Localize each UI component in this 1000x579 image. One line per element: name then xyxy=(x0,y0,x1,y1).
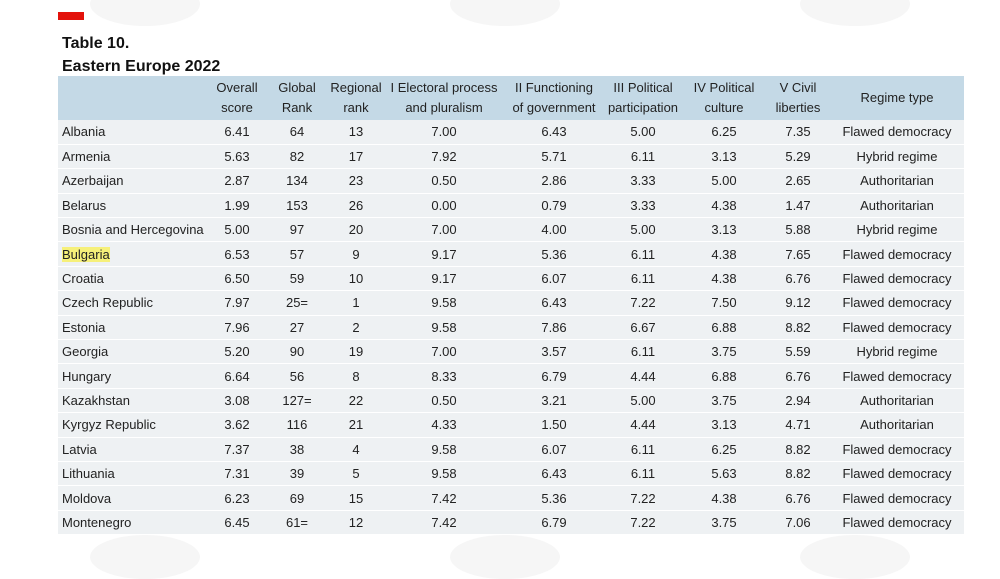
score-cell: 1.47 xyxy=(785,197,811,213)
country-name: Georgia xyxy=(62,344,109,360)
country-cell xyxy=(58,461,208,485)
country-cell xyxy=(58,340,208,364)
column-header xyxy=(830,76,964,120)
score-cell: 3.62 xyxy=(224,417,250,433)
table-header-row xyxy=(58,76,964,120)
score-cell: 39 xyxy=(289,466,305,482)
country-cell xyxy=(58,291,208,315)
score-cell: 5.59 xyxy=(785,344,811,360)
country-name: Albania xyxy=(62,124,106,140)
regime-type-cell: Hybrid regime xyxy=(856,222,938,238)
table-body xyxy=(58,120,964,535)
score-cell: 7.50 xyxy=(711,295,737,311)
regime-type-cell: Flawed democracy xyxy=(842,246,952,262)
score-cell: 5.36 xyxy=(541,246,567,262)
regime-type-cell: Flawed democracy xyxy=(842,466,952,482)
regime-type-cell: Authoritarian xyxy=(860,417,934,433)
table-row xyxy=(58,120,964,144)
score-cell: 21 xyxy=(348,417,364,433)
score-cell: 7.00 xyxy=(431,124,457,140)
score-cell: 10 xyxy=(348,271,364,287)
score-cell: 7.00 xyxy=(431,222,457,238)
watermark-logo xyxy=(800,535,910,579)
country-name: Belarus xyxy=(62,197,107,213)
watermark-logo xyxy=(450,0,560,26)
score-cell: 6.88 xyxy=(711,368,737,384)
score-cell: 0.00 xyxy=(431,197,457,213)
score-cell: 8 xyxy=(352,368,360,384)
score-cell: 3.13 xyxy=(711,149,737,165)
score-cell: 7.22 xyxy=(630,490,656,506)
regime-type-cell: Hybrid regime xyxy=(856,149,938,165)
table-row xyxy=(58,340,964,364)
score-cell: 2.86 xyxy=(541,173,567,189)
score-cell: 4.38 xyxy=(711,246,737,262)
score-cell: 3.21 xyxy=(541,392,567,408)
table-number: Table 10. xyxy=(62,35,130,52)
country-name: Estonia xyxy=(62,319,106,335)
score-cell: 2.87 xyxy=(224,173,250,189)
score-cell: 7.96 xyxy=(224,319,250,335)
score-cell: 153 xyxy=(286,197,308,213)
score-cell: 9.17 xyxy=(431,246,457,262)
column-header xyxy=(208,76,266,120)
score-cell: 8.82 xyxy=(785,441,811,457)
score-cell: 4 xyxy=(352,441,360,457)
regime-type-cell: Flawed democracy xyxy=(842,514,952,530)
column-header-line: and pluralism xyxy=(405,100,483,115)
regime-type-cell: Flawed democracy xyxy=(842,319,952,335)
column-header-line: I Electoral process xyxy=(390,80,498,95)
score-cell: 57 xyxy=(289,246,305,262)
score-cell: 4.33 xyxy=(431,417,457,433)
score-cell: 116 xyxy=(286,417,308,433)
column-header-line: culture xyxy=(704,100,744,115)
score-cell: 8.82 xyxy=(785,319,811,335)
regime-type-cell: Flawed democracy xyxy=(842,271,952,287)
score-cell: 0.50 xyxy=(431,173,457,189)
score-cell: 97 xyxy=(289,222,305,238)
score-cell: 9 xyxy=(352,246,360,262)
score-cell: 5.36 xyxy=(541,490,567,506)
score-cell: 27 xyxy=(289,319,305,335)
column-header-line: Regime type xyxy=(860,90,934,105)
score-cell: 3.33 xyxy=(630,197,656,213)
table-row xyxy=(58,364,964,388)
score-cell: 7.42 xyxy=(431,490,457,506)
country-name: Latvia xyxy=(62,441,97,457)
column-header-line: Global xyxy=(278,80,316,95)
score-cell: 3.57 xyxy=(541,344,567,360)
country-name: Kazakhstan xyxy=(62,392,130,408)
score-cell: 5.88 xyxy=(785,222,811,238)
score-cell: 6.43 xyxy=(541,295,567,311)
score-cell: 8.82 xyxy=(785,466,811,482)
country-name: Lithuania xyxy=(62,466,115,482)
score-cell: 3.13 xyxy=(711,417,737,433)
score-cell: 7.37 xyxy=(224,441,250,457)
score-cell: 7.92 xyxy=(431,149,457,165)
table-row xyxy=(58,461,964,485)
table-row xyxy=(58,242,964,266)
score-cell: 6.07 xyxy=(541,441,567,457)
score-cell: 6.23 xyxy=(224,490,250,506)
table-subtitle: Eastern Europe 2022 xyxy=(62,58,221,75)
score-cell: 3.13 xyxy=(711,222,737,238)
score-cell: 6.53 xyxy=(224,246,250,262)
table-row xyxy=(58,413,964,437)
score-cell: 4.44 xyxy=(630,417,656,433)
country-cell xyxy=(58,364,208,388)
score-cell: 5.00 xyxy=(630,124,656,140)
regime-type-cell: Hybrid regime xyxy=(856,344,938,360)
score-cell: 17 xyxy=(348,149,364,165)
score-cell: 3.75 xyxy=(711,514,737,530)
table-row xyxy=(58,218,964,242)
country-cell xyxy=(58,193,208,217)
score-cell: 7.22 xyxy=(630,514,656,530)
score-cell: 7.65 xyxy=(785,246,811,262)
score-cell: 6.76 xyxy=(785,271,811,287)
score-cell: 3.75 xyxy=(711,392,737,408)
table-row xyxy=(58,510,964,534)
score-cell: 5.63 xyxy=(711,466,737,482)
score-cell: 2.65 xyxy=(785,173,811,189)
score-cell: 59 xyxy=(289,271,305,287)
country-cell xyxy=(58,486,208,510)
table-row xyxy=(58,144,964,168)
table-row xyxy=(58,486,964,510)
score-cell: 7.22 xyxy=(630,295,656,311)
column-header-line: score xyxy=(221,100,253,115)
score-cell: 6.11 xyxy=(630,441,656,457)
score-cell: 5 xyxy=(352,466,360,482)
score-cell: 4.38 xyxy=(711,197,737,213)
score-cell: 6.76 xyxy=(785,490,811,506)
regime-type-cell: Flawed democracy xyxy=(842,441,952,457)
table-row xyxy=(58,291,964,315)
score-cell: 9.58 xyxy=(431,319,457,335)
table-row xyxy=(58,266,964,290)
table-row xyxy=(58,388,964,412)
country-name: Croatia xyxy=(62,271,104,287)
score-cell: 3.75 xyxy=(711,344,737,360)
score-cell: 4.38 xyxy=(711,490,737,506)
score-cell: 5.20 xyxy=(224,344,250,360)
country-cell xyxy=(58,144,208,168)
score-cell: 7.86 xyxy=(541,319,567,335)
regime-type-cell: Authoritarian xyxy=(860,173,934,189)
score-cell: 134 xyxy=(286,173,308,189)
score-cell: 9.58 xyxy=(431,295,457,311)
column-header-line: II Functioning xyxy=(514,80,594,95)
score-cell: 6.11 xyxy=(630,466,656,482)
score-cell: 38 xyxy=(289,441,305,457)
column-header-line: rank xyxy=(343,100,369,115)
score-cell: 127= xyxy=(282,392,312,408)
table-row xyxy=(58,193,964,217)
score-cell: 6.45 xyxy=(224,514,250,530)
score-cell: 6.64 xyxy=(224,368,250,384)
table-row xyxy=(58,437,964,461)
score-cell: 9.17 xyxy=(431,271,457,287)
country-cell xyxy=(58,315,208,339)
score-cell: 61= xyxy=(285,514,309,530)
column-header-line: Regional xyxy=(330,80,382,95)
watermark-logo xyxy=(450,535,560,579)
column-header-line: V Civil xyxy=(779,80,817,95)
score-cell: 4.44 xyxy=(630,368,656,384)
score-cell: 6.25 xyxy=(711,124,737,140)
score-cell: 82 xyxy=(289,149,305,165)
column-header xyxy=(682,76,766,120)
country-cell xyxy=(58,413,208,437)
score-cell: 6.11 xyxy=(630,246,656,262)
country-cell xyxy=(58,510,208,534)
country-name: Hungary xyxy=(62,368,112,384)
score-cell: 6.07 xyxy=(541,271,567,287)
score-cell: 13 xyxy=(348,124,364,140)
country-cell xyxy=(58,266,208,290)
country-name: Armenia xyxy=(62,149,111,165)
score-cell: 6.41 xyxy=(224,124,250,140)
regime-type-cell: Flawed democracy xyxy=(842,295,952,311)
regime-type-cell: Authoritarian xyxy=(860,392,934,408)
column-header-line: of government xyxy=(512,100,596,115)
country-name: Montenegro xyxy=(62,514,132,530)
score-cell: 5.29 xyxy=(785,149,811,165)
table-row xyxy=(58,169,964,193)
country-name: Moldova xyxy=(62,490,112,506)
country-name: Bulgaria xyxy=(62,246,110,262)
score-cell: 1 xyxy=(352,295,360,311)
column-header-line: III Political xyxy=(613,80,673,95)
column-header-line: liberties xyxy=(775,100,821,115)
country-name: Bosnia and Hercegovina xyxy=(62,222,204,238)
column-header xyxy=(384,76,504,120)
score-cell: 1.50 xyxy=(541,417,567,433)
score-cell: 6.11 xyxy=(630,344,656,360)
column-header-line: Rank xyxy=(281,100,313,115)
score-cell: 6.79 xyxy=(541,514,567,530)
score-cell: 7.31 xyxy=(224,466,250,482)
score-cell: 90 xyxy=(289,344,305,360)
score-cell: 7.35 xyxy=(785,124,811,140)
score-cell: 5.00 xyxy=(224,222,250,238)
score-cell: 9.12 xyxy=(785,295,811,311)
regime-type-cell: Authoritarian xyxy=(860,197,934,213)
regime-type-cell: Flawed democracy xyxy=(842,124,952,140)
score-cell: 5.71 xyxy=(541,149,567,165)
score-cell: 5.00 xyxy=(630,222,656,238)
watermark-logo xyxy=(90,535,200,579)
score-cell: 7.42 xyxy=(431,514,457,530)
score-cell: 0.50 xyxy=(431,392,457,408)
score-cell: 4.71 xyxy=(785,417,811,433)
score-cell: 1.99 xyxy=(224,197,250,213)
score-cell: 9.58 xyxy=(431,441,457,457)
watermark-logo xyxy=(90,0,200,26)
score-cell: 6.11 xyxy=(630,271,656,287)
column-header xyxy=(328,76,384,120)
score-cell: 4.38 xyxy=(711,271,737,287)
score-cell: 7.00 xyxy=(431,344,457,360)
score-cell: 6.76 xyxy=(785,368,811,384)
country-name: Azerbaijan xyxy=(62,173,124,189)
score-cell: 6.43 xyxy=(541,466,567,482)
column-header-line: Overall xyxy=(216,80,258,95)
score-cell: 4.00 xyxy=(541,222,567,238)
watermark-logo xyxy=(800,0,910,26)
score-cell: 6.50 xyxy=(224,271,250,287)
score-cell: 6.67 xyxy=(630,319,656,335)
score-cell: 7.06 xyxy=(785,514,811,530)
score-cell: 3.33 xyxy=(630,173,656,189)
country-cell xyxy=(58,242,208,266)
score-cell: 5.00 xyxy=(711,173,737,189)
score-cell: 5.63 xyxy=(224,149,250,165)
country-cell xyxy=(58,169,208,193)
column-header xyxy=(766,76,830,120)
score-cell: 5.00 xyxy=(630,392,656,408)
score-cell: 20 xyxy=(348,222,364,238)
score-cell: 8.33 xyxy=(431,368,457,384)
score-cell: 0.79 xyxy=(541,197,567,213)
score-cell: 69 xyxy=(289,490,305,506)
democracy-index-table xyxy=(58,76,964,535)
score-cell: 23 xyxy=(348,173,364,189)
score-cell: 6.79 xyxy=(541,368,567,384)
score-cell: 56 xyxy=(289,368,305,384)
country-name: Czech Republic xyxy=(62,295,154,311)
column-header xyxy=(604,76,682,120)
score-cell: 12 xyxy=(348,514,364,530)
score-cell: 25= xyxy=(285,295,309,311)
score-cell: 22 xyxy=(348,392,364,408)
score-cell: 2 xyxy=(352,319,360,335)
column-header-line: IV Political xyxy=(693,80,755,95)
score-cell: 7.97 xyxy=(224,295,250,311)
regime-type-cell: Flawed democracy xyxy=(842,490,952,506)
brand-red-bar xyxy=(58,12,84,20)
score-cell: 19 xyxy=(348,344,364,360)
score-cell: 9.58 xyxy=(431,466,457,482)
score-cell: 64 xyxy=(289,124,305,140)
score-cell: 6.25 xyxy=(711,441,737,457)
country-cell xyxy=(58,120,208,144)
country-cell xyxy=(58,388,208,412)
score-cell: 15 xyxy=(348,490,364,506)
table-title-block xyxy=(62,32,220,78)
column-header xyxy=(504,76,604,120)
country-cell xyxy=(58,218,208,242)
country-name: Kyrgyz Republic xyxy=(62,417,156,433)
score-cell: 3.08 xyxy=(224,392,250,408)
column-header xyxy=(266,76,328,120)
column-header-line: participation xyxy=(607,100,679,115)
table-row xyxy=(58,315,964,339)
score-cell: 6.88 xyxy=(711,319,737,335)
regime-type-cell: Flawed democracy xyxy=(842,368,952,384)
score-cell: 6.11 xyxy=(630,149,656,165)
country-cell xyxy=(58,437,208,461)
score-cell: 2.94 xyxy=(785,392,811,408)
score-cell: 26 xyxy=(348,197,364,213)
score-cell: 6.43 xyxy=(541,124,567,140)
column-header xyxy=(58,76,208,120)
